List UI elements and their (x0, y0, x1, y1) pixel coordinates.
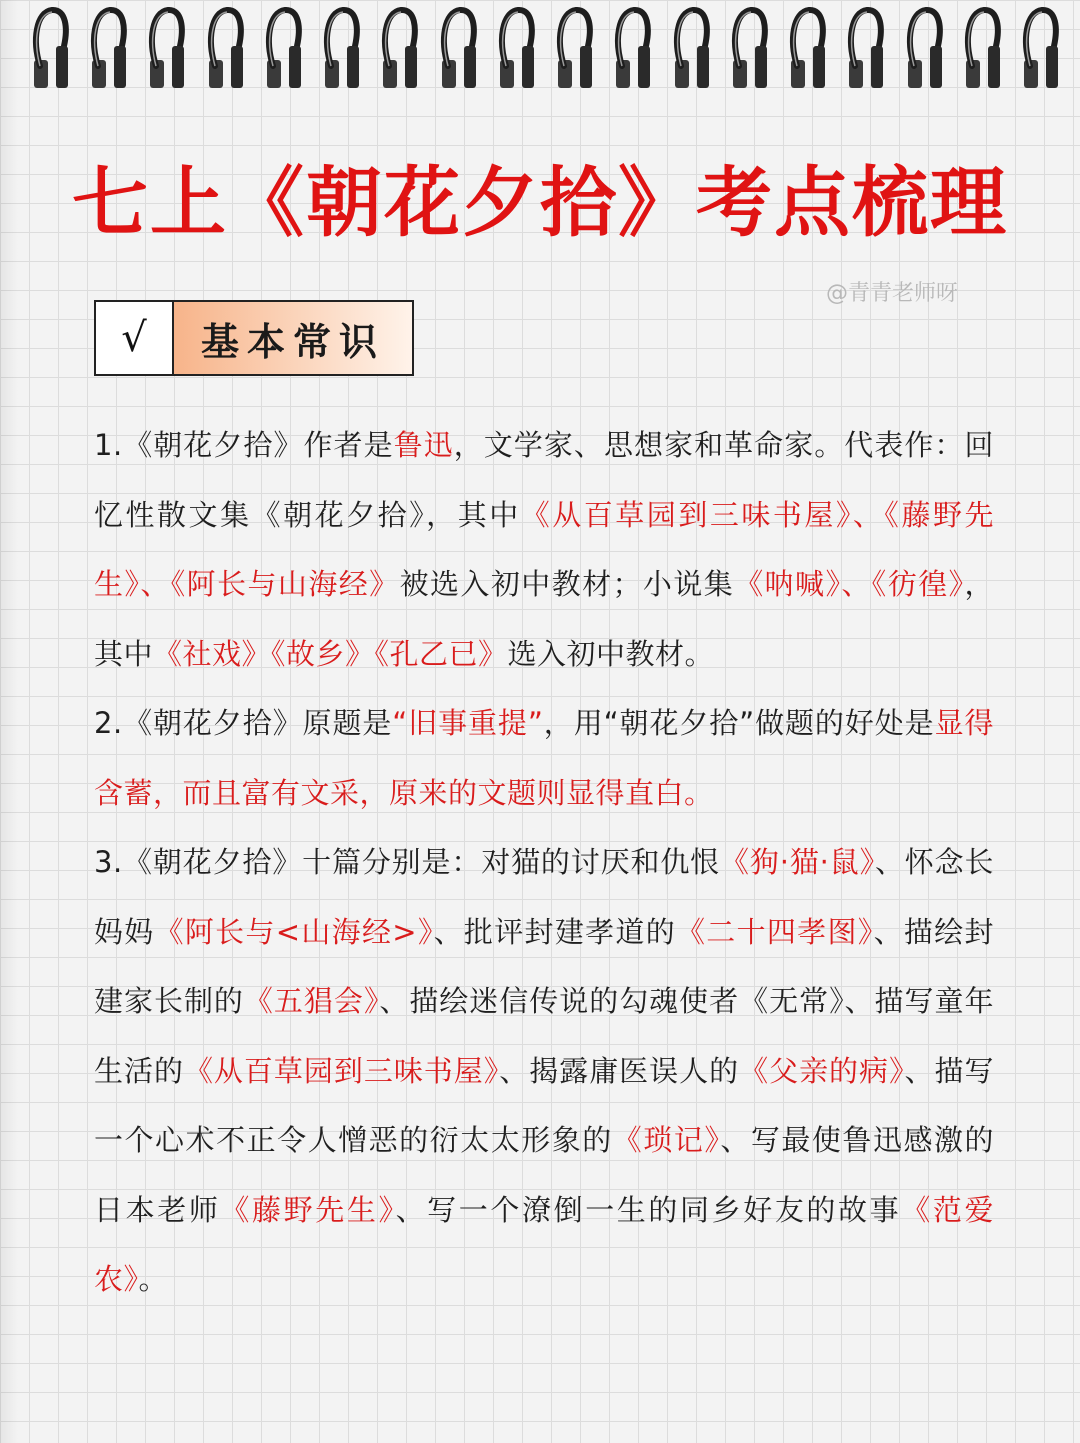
binding-ring-icon (554, 0, 596, 96)
binding-ring-icon (438, 0, 480, 96)
binding-ring-icon (321, 0, 363, 96)
highlighted-text: “旧事重提” (392, 706, 544, 740)
checkmark-icon: √ (96, 302, 174, 374)
binding-ring-icon (612, 0, 654, 96)
body-text: 选入初中教材。 (507, 636, 715, 671)
binding-ring-icon (671, 0, 713, 96)
binding-ring-icon (205, 0, 247, 96)
highlighted-text: 《藤野先生》 (220, 1192, 396, 1227)
page-title: 七上《朝花夕拾》考点梳理 (72, 158, 1008, 247)
binding-ring-icon (496, 0, 538, 96)
highlighted-text: 《五猖会》 (243, 984, 380, 1018)
binding-ring-icon (787, 0, 829, 96)
body-text: 、揭露庸医误人的 (499, 1053, 740, 1088)
body-text: 1.《朝花夕拾》作者是 (94, 428, 394, 462)
paragraph-1 (94, 411, 994, 689)
body-text: 、描绘迷信传说的勾魂使者《无常》、描写童年生活的 (94, 984, 994, 1088)
body-text: ，文学家、思想家和革命家。代表作：回忆性散文集《朝花夕拾》，其中 (94, 428, 994, 532)
paragraph-3 (94, 828, 994, 1315)
highlighted-text: 《狗·猫·鼠》 (720, 845, 875, 879)
highlighted-text: 《琐记》 (612, 1123, 721, 1157)
binding-ring-icon (263, 0, 305, 96)
highlighted-text: 显得含蓄，而且富有文采，原来的文题则显得直白。 (94, 706, 994, 810)
body-text: ，其中 (94, 567, 994, 671)
body-text: 被选入初中教材；小说集 (399, 567, 735, 601)
highlighted-text: 《社戏》《故乡》《孔乙已》 (153, 636, 508, 671)
paragraph-2 (94, 689, 994, 828)
body-text: 、批评封建孝道的 (433, 914, 676, 949)
body-text: 、写最使鲁迅感激的日本老师 (94, 1123, 994, 1227)
binding-ring-icon (146, 0, 188, 96)
binding-ring-icon (729, 0, 771, 96)
highlighted-text: 《呐喊》、《彷徨》 (734, 567, 965, 601)
highlighted-text: 《从百草园到三味书屋》、《藤野先生》、《阿长与山海经》 (94, 497, 994, 601)
section-title: 基本常识 (174, 302, 412, 374)
highlighted-text: 《父亲的病》 (739, 1053, 905, 1088)
binding-ring-icon (962, 0, 1004, 96)
highlighted-text: 《范爱农》 (94, 1192, 994, 1296)
highlighted-text: 鲁迅 (393, 428, 454, 462)
binding-ring-icon (845, 0, 887, 96)
binding-ring-icon (904, 0, 946, 96)
highlighted-text: 《阿长与<山海经>》 (154, 914, 434, 949)
body-text: 2.《朝花夕拾》原题是 (94, 706, 393, 740)
binding-ring-icon (1020, 0, 1062, 96)
body-text: 3.《朝花夕拾》十篇分别是：对猫的讨厌和仇恨 (94, 845, 721, 879)
binding-ring-icon (379, 0, 421, 96)
highlighted-text: 《二十四孝图》 (676, 914, 874, 949)
binding-ring-icon (30, 0, 72, 96)
body-text: 、写一个潦倒一生的同乡好友的故事 (395, 1192, 902, 1227)
body-text: ，用“朝花夕拾”做题的好处是 (543, 706, 935, 740)
body-text: 、怀念长妈妈 (94, 845, 995, 949)
body-text: 、描写一个心术不正令人憎恶的衍太太形象的 (94, 1053, 994, 1157)
binding-ring-icon (88, 0, 130, 96)
author-watermark: @青青老师呀 (826, 281, 959, 306)
section-header (94, 300, 414, 376)
body-text: 、描绘封建家长制的 (94, 914, 994, 1018)
spiral-binding (30, 0, 1062, 96)
highlighted-text: 《从百草园到三味书屋》 (183, 1053, 500, 1088)
content-body (94, 411, 994, 1315)
body-text: 。 (138, 1262, 169, 1296)
